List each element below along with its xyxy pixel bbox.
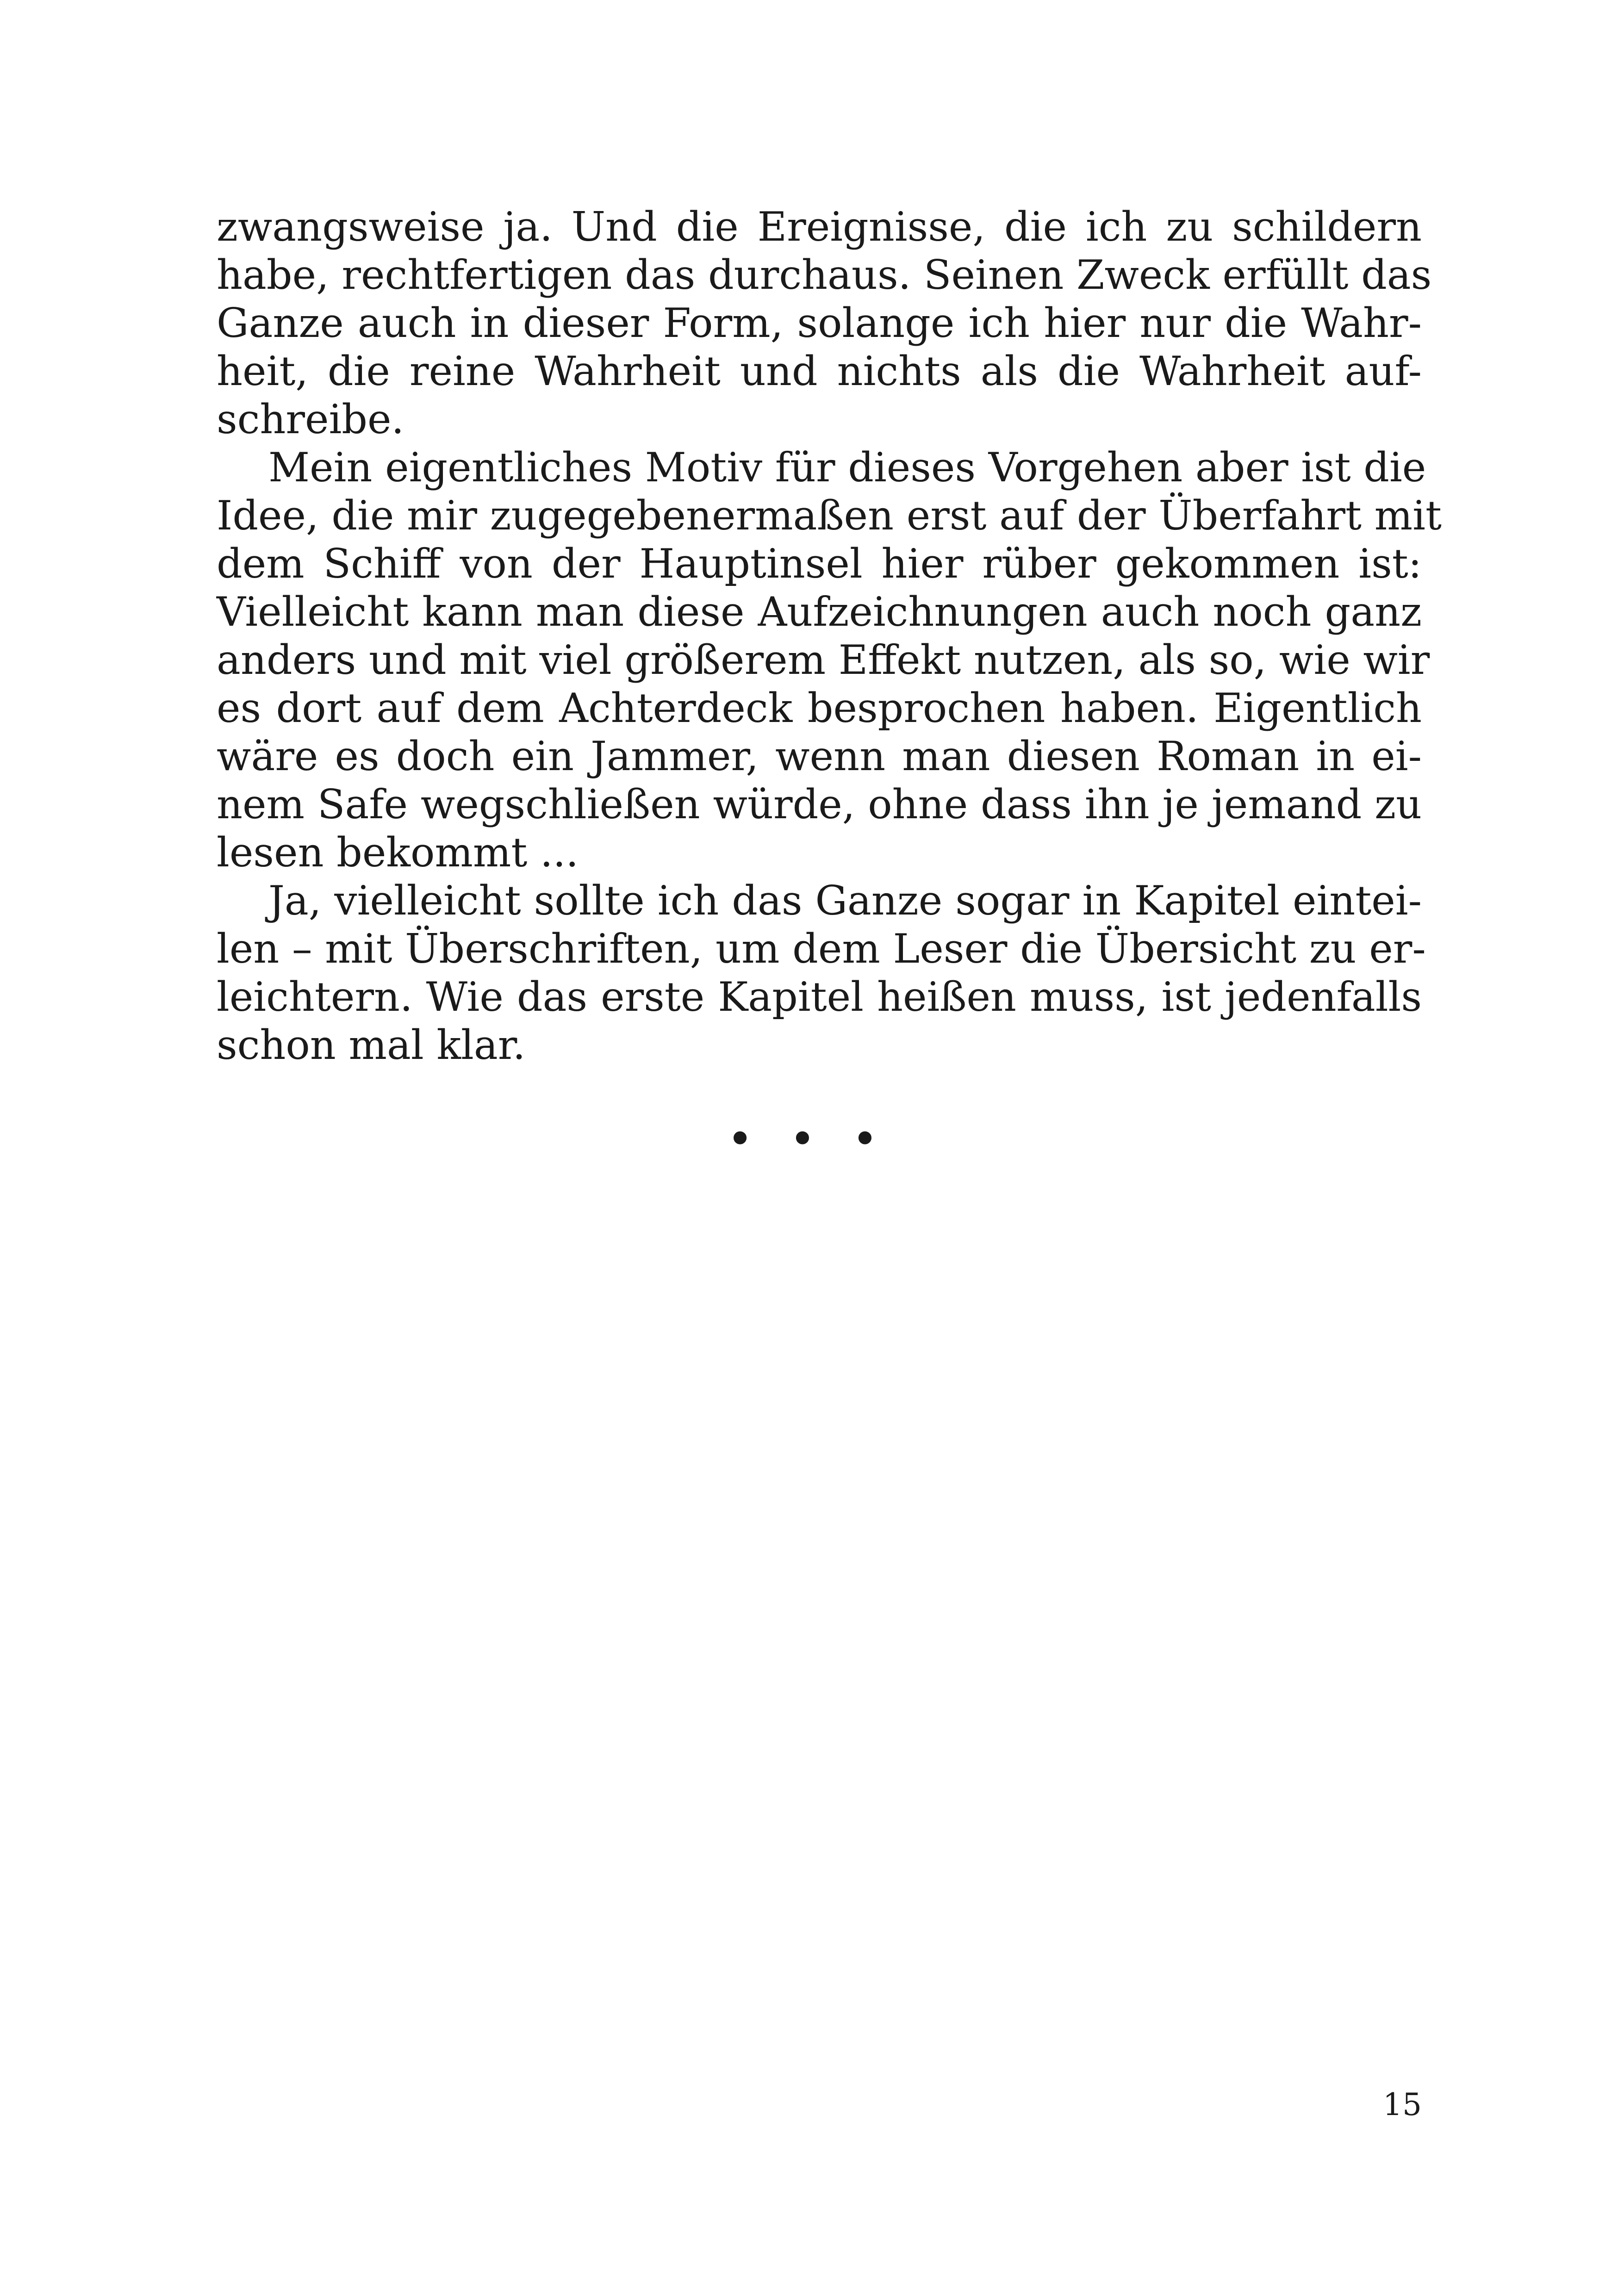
text-line: Ganze auch in dieser Form, solange ich hier nur die Wahr- — [217, 299, 1422, 347]
text-line: Ja, vielleicht sollte ich das Ganze sogar in Kapitel eintei- — [268, 877, 1422, 924]
text-line: dem Schiff von der Hauptinsel hier rüber gekommen ist: — [217, 540, 1422, 587]
text-line: es dort auf dem Achterdeck besprochen haben. Eigentlich — [217, 684, 1422, 732]
text-line: wäre es doch ein Jammer, wenn man diesen Roman in ei- — [217, 733, 1422, 780]
text-line: zwangsweise ja. Und die Ereignisse, die ich zu schildern — [217, 203, 1422, 250]
text-line: len – mit Überschriften, um dem Leser die Übersicht zu er- — [217, 925, 1426, 972]
text-line: schon mal klar. — [217, 1021, 526, 1069]
text-line: lesen bekommt ... — [217, 829, 579, 876]
text-line: nem Safe wegschließen würde, ohne dass ihn je jemand zu — [217, 781, 1422, 828]
text-line: anders und mit viel größerem Effekt nutzen, als so, wie wir — [217, 636, 1430, 684]
text-line: leichtern. Wie das erste Kapitel heißen muss, ist jedenfalls — [217, 973, 1422, 1020]
text-line: habe, rechtfertigen das durchaus. Seinen Zweck erfüllt das — [217, 251, 1432, 299]
body-text — [217, 203, 1442, 1069]
text-line: schreibe. — [217, 396, 404, 443]
text-line: Mein eigentliches Motiv für dieses Vorgehen aber ist die — [268, 444, 1426, 491]
page-number: 15 — [1383, 2087, 1422, 2122]
text-line: heit, die reine Wahrheit und nichts als die Wahrheit auf- — [217, 348, 1422, 395]
section-divider: • • • — [728, 1117, 890, 1160]
text-line: Idee, die mir zugegebenermaßen erst auf der Überfahrt mit — [217, 492, 1442, 539]
text-line: Vielleicht kann man diese Aufzeichnungen auch noch ganz — [217, 588, 1422, 635]
